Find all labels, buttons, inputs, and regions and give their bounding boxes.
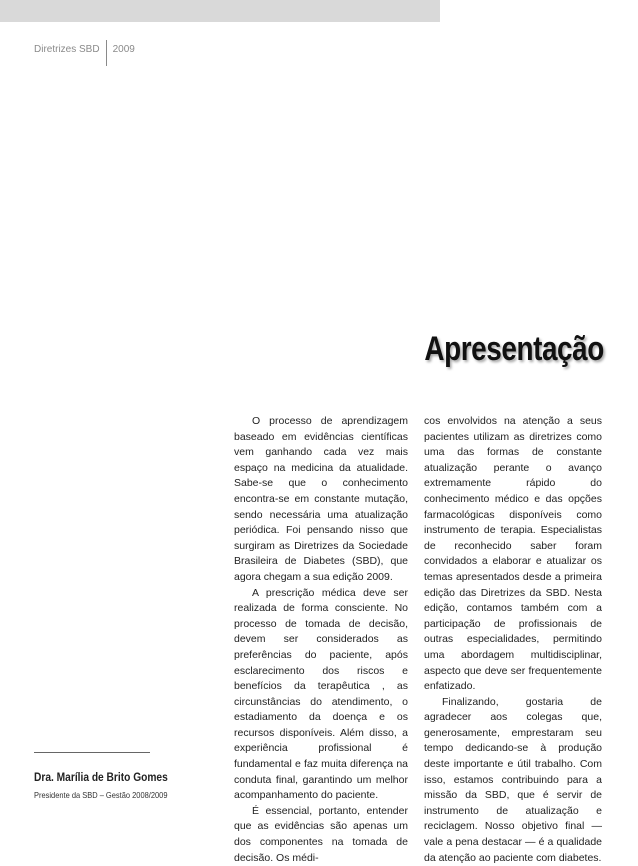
signature-name: Dra. Marília de Brito Gomes xyxy=(34,770,168,784)
paragraph: A prescrição médica deve ser realizada de forma consciente. No processo de tomada de decisão, devem ser considerados as preferências do paciente, após esclarecimento dos riscos e benefícios da terapêutica , as circunstâncias do atendimento, o estadiamento da doença e os recursos disponíveis. Além disso, a experiência profissional é fundamental e faz muita diferença na conduta final, garantindo um melhor acompanhamento do paciente. xyxy=(234,586,408,802)
body-column-left xyxy=(234,414,408,866)
paragraph: O processo de aprendizagem baseado em evidências científicas vem ganhando cada vez mais espaço na medicina da atualidade. Sabe-se que o conhecimento encontra-se em constante mutação, sendo necessária uma atualização periódica. Foi pensando nisso que surgiram as Diretrizes da Sociedade Brasileira de Diabetes (SBD), que agora chegam a sua edição 2009. xyxy=(234,415,408,583)
paragraph: cos envolvidos na atenção a seus pacientes utilizam as diretrizes como uma das formas de constante atualização perante o avanço extremamente rápido do conhecimento médico e das opções farmacológicas disponíveis como instrumento de terapia. Especialistas de reconhecido saber foram convidados a elaborar e atualizar os temas apresentados desde a primeira edição das Diretrizes da SBD. Nesta edição, contamos também com a participação de profissionais de outras especialidades, permitindo uma abordagem multidisciplinar, aspecto que deve ser frequentemente enfatizado. xyxy=(424,415,602,693)
running-year: 2009 xyxy=(112,44,135,55)
running-title: Diretrizes SBD xyxy=(34,44,100,55)
page-title: Apresentação xyxy=(424,330,604,368)
signature-role: Presidente da SBD – Gestão 2008/2009 xyxy=(34,790,168,800)
paragraph: É essencial, portanto, entender que as evidências são apenas um dos componentes na tomada de decisão. Os médi- xyxy=(234,804,408,864)
signature-rule xyxy=(34,752,150,753)
body-column-right xyxy=(424,414,602,866)
running-head xyxy=(34,40,135,66)
paragraph: Finalizando, gostaria de agradecer aos colegas que, generosamente, emprestaram seu tempo dedicando-se à produção deste importante e útil trabalho. Com isso, estamos contribuindo para a missão da SBD, que é servir de instrumento de atualização e reciclagem. Nosso objetivo final — vale a pena destacar — é a qualidade da atenção ao paciente com diabetes. xyxy=(424,695,602,864)
top-header-band xyxy=(0,0,440,22)
